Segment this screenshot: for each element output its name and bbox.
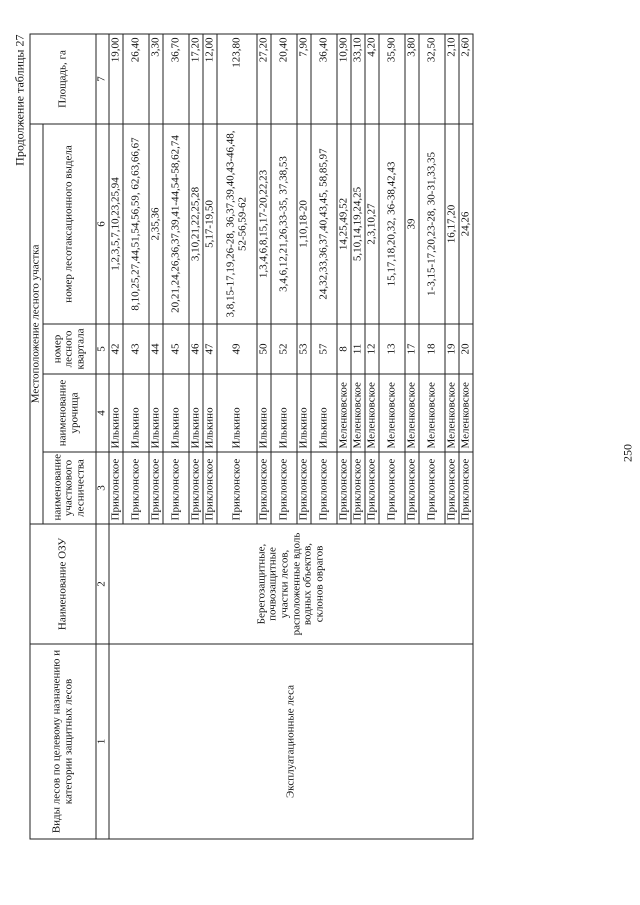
vydel-cell: 20,21,24,26,36,37,39,41-44,54-58,62,74 <box>163 123 189 323</box>
header-row-1 <box>30 33 43 838</box>
table-body <box>109 33 473 838</box>
kvartal-cell: 44 <box>149 324 163 374</box>
urochishche-cell: Илькино <box>109 374 123 452</box>
vydel-cell: 5,17-19,50 <box>203 123 217 323</box>
lesnichestvo-cell: Приклонское <box>123 452 149 524</box>
vydel-cell: 1-3,15-17,20,23-28, 30-31,33,35 <box>419 123 445 323</box>
lesnichestvo-cell: Приклонское <box>405 452 419 524</box>
vydel-cell: 8,10,25,27,44,51,54,56,59, 62,63,66,67 <box>123 123 149 323</box>
header-col-5: номер лесного квартала <box>43 324 96 374</box>
kvartal-cell: 53 <box>297 324 311 374</box>
urochishche-cell: Меленковское <box>445 374 459 452</box>
kvartal-cell: 50 <box>257 324 271 374</box>
column-number: 4 <box>96 374 109 452</box>
header-location-group: Местоположение лесного участка <box>30 123 43 523</box>
urochishche-cell: Илькино <box>149 374 163 452</box>
vydel-cell: 2,3,10,27 <box>365 123 379 323</box>
lesnichestvo-cell: Приклонское <box>271 452 297 524</box>
urochishche-cell: Меленковское <box>351 374 365 452</box>
area-cell: 3,80 <box>405 33 419 123</box>
lesnichestvo-cell: Приклонское <box>297 452 311 524</box>
ozu-table <box>29 33 473 839</box>
vydel-cell: 1,2,3,5,7,10,23,25,94 <box>109 123 123 323</box>
vydel-cell: 3,10,21,22,25,28 <box>189 123 203 323</box>
lesnichestvo-cell: Приклонское <box>337 452 351 524</box>
column-number: 5 <box>96 324 109 374</box>
lesnichestvo-cell: Приклонское <box>109 452 123 524</box>
vydel-cell: 24,26 <box>459 123 473 323</box>
kvartal-cell: 13 <box>379 324 405 374</box>
area-cell: 7,90 <box>297 33 311 123</box>
vydel-cell: 2,35,36 <box>149 123 163 323</box>
vydel-cell: 16,17,20 <box>445 123 459 323</box>
urochishche-cell: Меленковское <box>337 374 351 452</box>
urochishche-cell: Меленковское <box>379 374 405 452</box>
area-cell: 2,10 <box>445 33 459 123</box>
kvartal-cell: 12 <box>365 324 379 374</box>
urochishche-cell: Илькино <box>297 374 311 452</box>
urochishche-cell: Илькино <box>189 374 203 452</box>
vydel-cell: 1,3,4,6,8,15,17-20,22,23 <box>257 123 271 323</box>
header-col-1: Виды лесов по целевому назначению и категории защитных лесов <box>30 644 96 839</box>
kvartal-cell: 17 <box>405 324 419 374</box>
area-cell: 36,40 <box>311 33 337 123</box>
column-number: 6 <box>96 123 109 323</box>
lesnichestvo-cell: Приклонское <box>379 452 405 524</box>
kvartal-cell: 42 <box>109 324 123 374</box>
header-col-3: наименование участкового лесничества <box>43 452 96 524</box>
ozu-name-cell: Берегозащитные, почвозащитные участки лесов, расположенные вдоль водных объектов, склонов оврагов <box>109 524 473 644</box>
lesnichestvo-cell: Приклонское <box>189 452 203 524</box>
lesnichestvo-cell: Приклонское <box>365 452 379 524</box>
vydel-cell: 15,17,18,20,32, 36-38,42,43 <box>379 123 405 323</box>
urochishche-cell: Илькино <box>257 374 271 452</box>
kvartal-cell: 46 <box>189 324 203 374</box>
kvartal-cell: 57 <box>311 324 337 374</box>
kvartal-cell: 43 <box>123 324 149 374</box>
area-cell: 19,00 <box>109 33 123 123</box>
header-col-6: номер лесотаксационного выдела <box>43 123 96 323</box>
urochishche-cell: Меленковское <box>419 374 445 452</box>
urochishche-cell: Илькино <box>203 374 217 452</box>
vydel-cell: 14,25,49,52 <box>337 123 351 323</box>
lesnichestvo-cell: Приклонское <box>149 452 163 524</box>
area-cell: 27,20 <box>257 33 271 123</box>
page-number: 250 <box>620 443 634 462</box>
area-cell: 17,20 <box>189 33 203 123</box>
lesnichestvo-cell: Приклонское <box>351 452 365 524</box>
urochishche-cell: Илькино <box>123 374 149 452</box>
header-col-4: наименование урочища <box>43 374 96 452</box>
vydel-cell: 39 <box>405 123 419 323</box>
area-cell: 123,80 <box>217 33 257 123</box>
column-number: 1 <box>96 644 109 839</box>
header-col-7: Площадь, га <box>30 33 96 123</box>
column-number: 2 <box>96 524 109 644</box>
column-number: 7 <box>96 33 109 123</box>
area-cell: 20,40 <box>271 33 297 123</box>
kvartal-cell: 49 <box>217 324 257 374</box>
kvartal-cell: 8 <box>337 324 351 374</box>
forest-type-cell: Эксплуатационные леса <box>109 644 473 839</box>
lesnichestvo-cell: Приклонское <box>459 452 473 524</box>
area-cell: 12,00 <box>203 33 217 123</box>
vydel-cell: 1,10,18-20 <box>297 123 311 323</box>
kvartal-cell: 18 <box>419 324 445 374</box>
area-cell: 35,90 <box>379 33 405 123</box>
lesnichestvo-cell: Приклонское <box>217 452 257 524</box>
area-cell: 33,10 <box>351 33 365 123</box>
vydel-cell: 3,8,15-17,19,26-28, 36,37,39,40,43-46,48, 52-56,59-62 <box>217 123 257 323</box>
lesnichestvo-cell: Приклонское <box>445 452 459 524</box>
lesnichestvo-cell: Приклонское <box>311 452 337 524</box>
kvartal-cell: 20 <box>459 324 473 374</box>
kvartal-cell: 11 <box>351 324 365 374</box>
lesnichestvo-cell: Приклонское <box>203 452 217 524</box>
vydel-cell: 24,32,33,36,37,40,43,45, 58,85,97 <box>311 123 337 323</box>
column-number-row <box>96 33 109 838</box>
lesnichestvo-cell: Приклонское <box>163 452 189 524</box>
urochishche-cell: Илькино <box>311 374 337 452</box>
urochishche-cell: Илькино <box>271 374 297 452</box>
area-cell: 3,30 <box>149 33 163 123</box>
urochishche-cell: Меленковское <box>459 374 473 452</box>
urochishche-cell: Меленковское <box>405 374 419 452</box>
column-number: 3 <box>96 452 109 524</box>
vydel-cell: 5,10,14,19,24,25 <box>351 123 365 323</box>
urochishche-cell: Меленковское <box>365 374 379 452</box>
vydel-cell: 3,4,6,12,21,26,33-35, 37,38,53 <box>271 123 297 323</box>
area-cell: 2,60 <box>459 33 473 123</box>
area-cell: 36,70 <box>163 33 189 123</box>
lesnichestvo-cell: Приклонское <box>257 452 271 524</box>
area-cell: 10,90 <box>337 33 351 123</box>
header-col-2: Наименование ОЗУ <box>30 524 96 644</box>
urochishche-cell: Илькино <box>163 374 189 452</box>
table-row <box>109 33 123 838</box>
kvartal-cell: 45 <box>163 324 189 374</box>
continuation-label: Продолжение таблицы 27 <box>12 34 26 166</box>
kvartal-cell: 52 <box>271 324 297 374</box>
area-cell: 26,40 <box>123 33 149 123</box>
lesnichestvo-cell: Приклонское <box>419 452 445 524</box>
area-cell: 32,50 <box>419 33 445 123</box>
urochishche-cell: Илькино <box>217 374 257 452</box>
kvartal-cell: 47 <box>203 324 217 374</box>
kvartal-cell: 19 <box>445 324 459 374</box>
area-cell: 4,20 <box>365 33 379 123</box>
